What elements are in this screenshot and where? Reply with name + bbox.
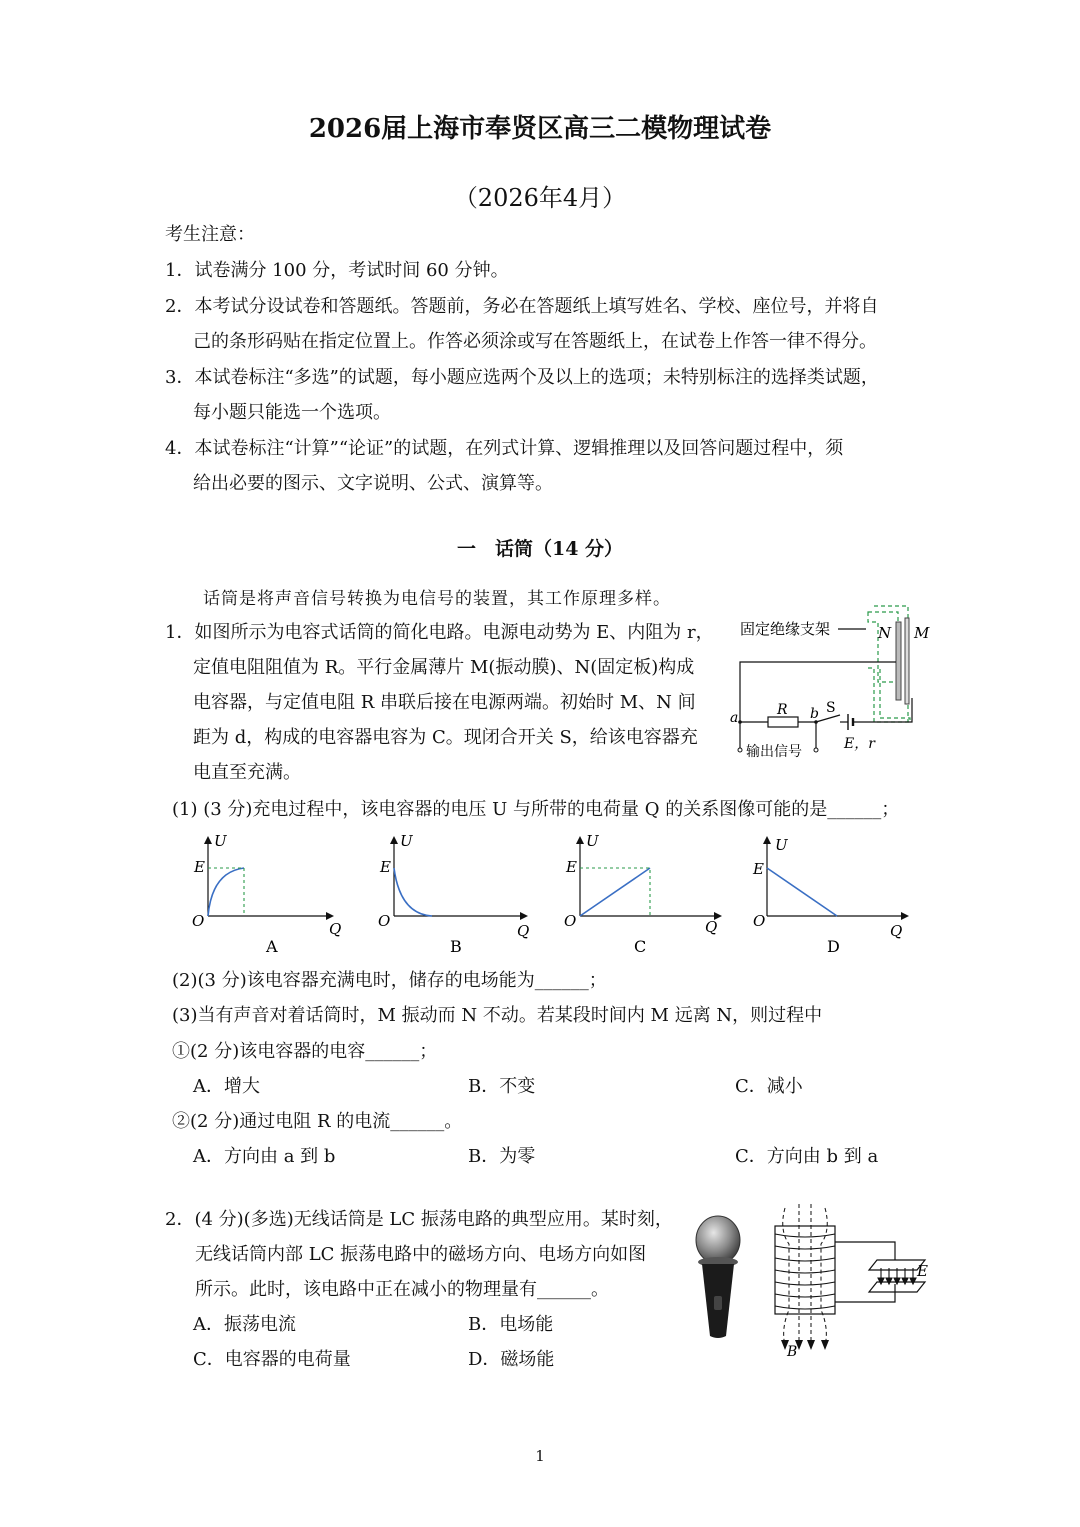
graph-C	[558, 832, 728, 958]
notice-heading: 考生注意：	[165, 224, 255, 245]
graph-label-C: C	[634, 937, 647, 956]
q2-line-3: 所示。此时，该电路中正在减小的物理量有______。	[195, 1279, 609, 1300]
q2-opt-D: D．磁场能	[468, 1349, 555, 1370]
label-B: B	[787, 1344, 798, 1360]
page-title: 2026届上海市奉贤区高三二模物理试卷	[308, 114, 772, 144]
svg-text:O: O	[378, 912, 391, 930]
label-S: S	[826, 700, 836, 716]
svg-text:U: U	[775, 836, 788, 854]
svg-text:U: U	[214, 832, 227, 850]
q1-line-1: 1．如图所示为电容式话筒的简化电路。电源电动势为 E、内阻为 r，	[165, 622, 714, 643]
q2-opt-C: C．电容器的电荷量	[193, 1349, 351, 1370]
notice-item-3-cont: 每小题只能选一个选项。	[193, 402, 391, 423]
svg-text:U: U	[586, 832, 599, 850]
svg-text:E: E	[194, 858, 205, 876]
label-R: R	[777, 702, 788, 718]
exam-date: （2026年4月）	[453, 184, 627, 212]
section-intro: 话筒是将声音信号转换为电信号的装置，其工作原理多样。	[203, 589, 671, 609]
notice-item-1: 1．试卷满分 100 分，考试时间 60 分钟。	[165, 260, 509, 281]
q2-line-2: 无线话筒内部 LC 振荡电路中的磁场方向、电场方向如图	[195, 1244, 647, 1265]
svg-text:O: O	[564, 912, 577, 930]
label-Er: E，r	[844, 736, 875, 752]
label-N: N	[878, 624, 892, 642]
microphone-image	[690, 1212, 746, 1342]
graph-A	[186, 832, 342, 958]
graph-B	[372, 832, 532, 958]
q1-line-4: 距为 d，构成的电容器电容为 C。现闭合开关 S，给该电容器充	[193, 727, 698, 748]
graph-label-D: D	[827, 937, 840, 956]
svg-text:E: E	[753, 860, 764, 878]
q2-opt-B: B．电场能	[468, 1314, 554, 1335]
q1-sub3b-opt-B: B．为零	[468, 1146, 536, 1167]
q1-sub3a-opt-C: C．减小	[735, 1076, 803, 1097]
q1-sub3a-opt-A: A．增大	[193, 1076, 260, 1097]
q1-sub3b: ②(2 分)通过电阻 R 的电流______。	[172, 1111, 463, 1132]
q1-sub3b-opt-C: C．方向由 b 到 a	[735, 1146, 879, 1167]
graph-label-A: A	[266, 937, 278, 956]
label-M: M	[914, 624, 930, 642]
capacitor-mic-circuit	[728, 598, 948, 773]
svg-text:U: U	[400, 832, 413, 850]
q1-sub3b-opt-A: A．方向由 a 到 b	[193, 1146, 336, 1167]
svg-text:E: E	[566, 858, 577, 876]
graph-label-B: B	[450, 937, 462, 956]
graph-D	[745, 832, 915, 958]
lc-circuit-diagram	[765, 1200, 935, 1360]
notice-item-2-cont: 己的条形码贴在指定位置上。作答必须涂或写在答题纸上，在试卷上作答一律不得分。	[193, 331, 877, 352]
svg-text:Q: Q	[329, 920, 342, 938]
switch-S	[816, 715, 840, 722]
svg-text:Q: Q	[705, 918, 718, 936]
page-number: 1	[535, 1447, 545, 1465]
node-b: b	[810, 706, 819, 722]
svg-text:O: O	[753, 912, 766, 930]
q1-sub3a-opt-B: B．不变	[468, 1076, 536, 1097]
notice-item-3: 3．本试卷标注“多选”的试题，每小题应选两个及以上的选项；未特别标注的选择类试题，	[165, 367, 879, 388]
resistor-R	[768, 717, 798, 727]
notice-item-4-cont: 给出必要的图示、文字说明、公式、演算等。	[193, 473, 553, 494]
notice-item-4: 4．本试卷标注“计算”“论证”的试题，在列式计算、逻辑推理以及回答问题过程中，须	[165, 438, 844, 459]
q1-sub2: (2)(3 分)该电容器充满电时，储存的电场能为______；	[172, 970, 607, 991]
q1-sub3: (3)当有声音对着话筒时，M 振动而 N 不动。若某段时间内 M 远离 N，则过程中	[172, 1005, 823, 1026]
svg-text:Q: Q	[890, 922, 903, 940]
q1-sub1: (1) (3 分)充电过程中，该电容器的电压 U 与所带的电荷量 Q 的关系图像可能的是______；	[172, 799, 900, 820]
svg-text:E: E	[380, 858, 391, 876]
notice-item-2: 2．本考试分设试卷和答题纸。答题前，务必在答题纸上填写姓名、学校、座位号，并将自	[165, 296, 879, 317]
q1-sub3a: ①(2 分)该电容器的电容______；	[172, 1041, 438, 1062]
svg-text:O: O	[192, 912, 205, 930]
section-heading: 一 话筒（14 分）	[456, 538, 624, 560]
svg-text:Q: Q	[517, 922, 530, 940]
label-E: E	[917, 1262, 928, 1280]
node-a: a	[730, 710, 739, 726]
output-label: 输出信号	[746, 744, 802, 760]
q1-line-5: 电直至充满。	[193, 762, 301, 783]
q1-line-3: 电容器，与定值电阻 R 串联后接在电源两端。初始时 M、N 间	[193, 692, 696, 713]
q2-line-1: 2．(4 分)(多选)无线话筒是 LC 振荡电路的典型应用。某时刻，	[165, 1209, 673, 1230]
q2-opt-A: A．振荡电流	[193, 1314, 296, 1335]
q1-line-2: 定值电阻阻值为 R。平行金属薄片 M(振动膜)、N(固定板)构成	[193, 657, 695, 678]
support-label: 固定绝缘支架	[740, 620, 831, 638]
